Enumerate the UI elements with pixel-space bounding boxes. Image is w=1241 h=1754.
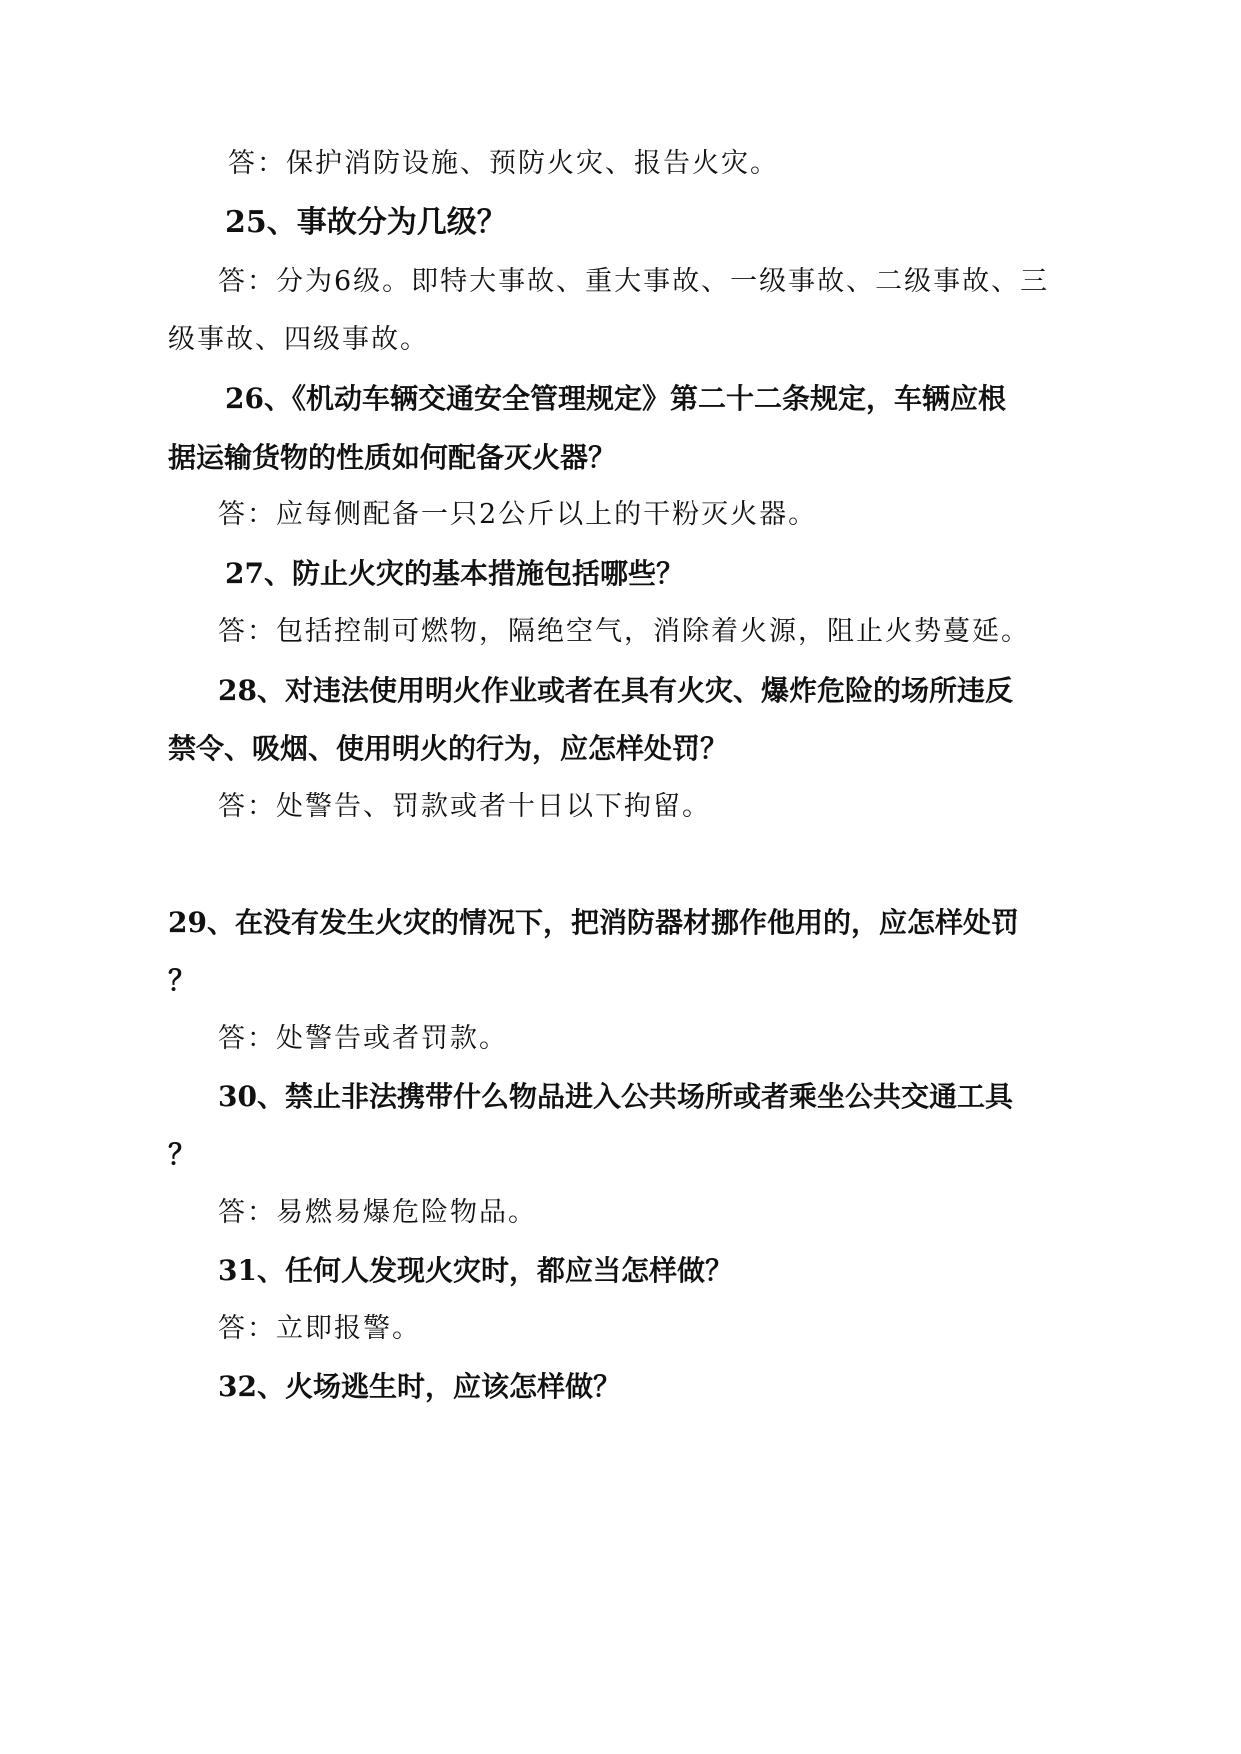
question-25: 25、事故分为几级？ (225, 205, 507, 240)
question-29-line-2: ？ (168, 964, 197, 997)
question-28-line-2: 禁令、吸烟、使用明火的行为，应怎样处罚？ (168, 732, 729, 765)
question-27: 27、防止火灾的基本措施包括哪些？ (225, 557, 684, 590)
question-30-line-2: ？ (168, 1138, 197, 1171)
question-31: 31、任何人发现火灾时，都应当怎样做？ (218, 1254, 733, 1287)
answer-29: 答：处警告或者罚款。 (218, 1023, 508, 1054)
question-30-line-1: 30、禁止非法携带什么物品进入公共场所或者乘坐公共交通工具 (218, 1080, 1013, 1113)
answer-28: 答：处警告、罚款或者十日以下拘留。 (218, 791, 711, 822)
answer-27: 答：包括控制可燃物，隔绝空气，消除着火源，阻止火势蔓延。 (218, 616, 1030, 647)
answer-24: 答：保护消防设施、预防火灾、报告火灾。 (228, 148, 779, 179)
question-32: 32、火场逃生时，应该怎样做？ (218, 1370, 621, 1403)
question-29-line-1: 29、在没有发生火灾的情况下，把消防器材挪作他用的，应怎样处罚 (168, 906, 1019, 939)
answer-25-line-1: 答：分为6级。即特大事故、重大事故、一级事故、二级事故、三 (218, 266, 1050, 297)
question-28-line-1: 28、对违法使用明火作业或者在具有火灾、爆炸危险的场所违反 (218, 674, 1013, 707)
question-26-line-1: 26、《机动车辆交通安全管理规定》第二十二条规定，车辆应根 (225, 382, 1006, 415)
answer-30: 答：易燃易爆危险物品。 (218, 1197, 537, 1228)
answer-25-line-2: 级事故、四级事故。 (168, 324, 429, 355)
answer-31: 答：立即报警。 (218, 1313, 421, 1344)
question-26-line-2: 据运输货物的性质如何配备灭火器？ (168, 441, 617, 474)
answer-26: 答：应每侧配备一只2公斤以上的干粉灭火器。 (218, 499, 818, 530)
